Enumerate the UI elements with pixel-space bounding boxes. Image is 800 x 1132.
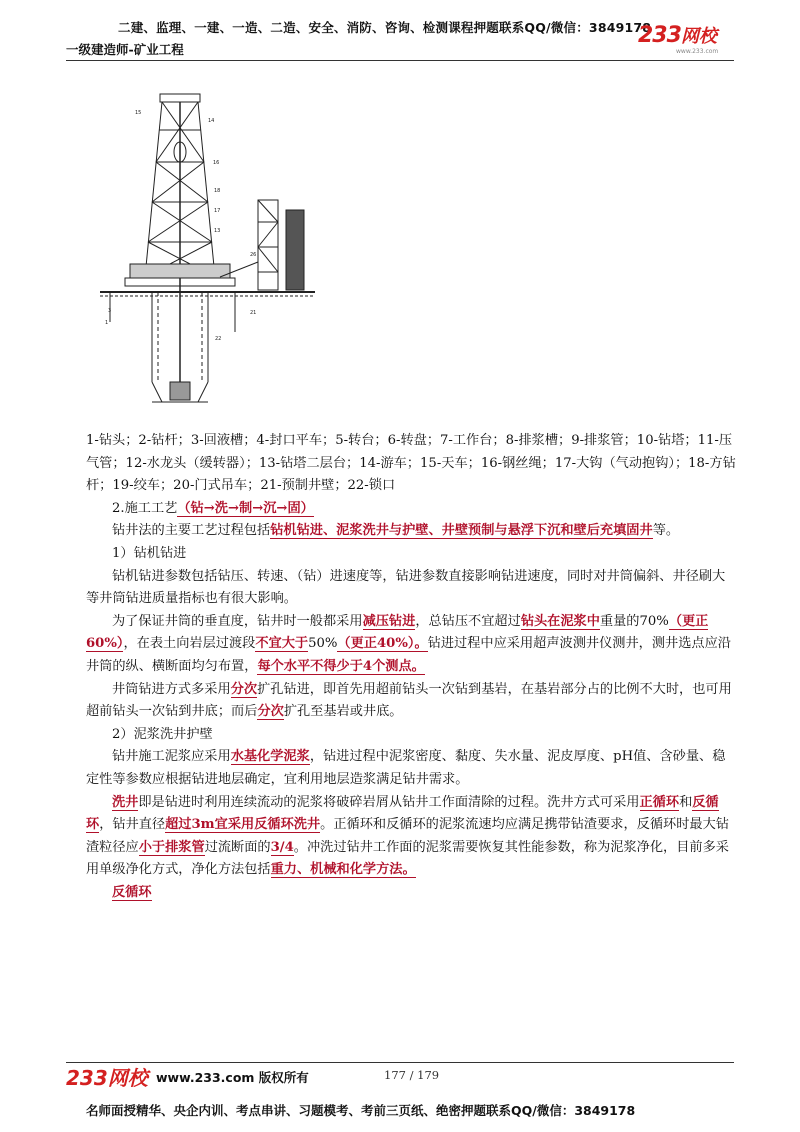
svg-text:26: 26 [250, 252, 257, 258]
footer [66, 1066, 734, 1090]
svg-text:13: 13 [214, 228, 221, 234]
section-heading: 2.施工工艺（钻→洗→制→沉→固） [112, 500, 314, 516]
footer-copyright: www.233.com 版权所有 [156, 1070, 309, 1085]
footer-logo: 233网校 [66, 1066, 148, 1090]
paragraph-flushing: 洗井即是钻进时利用连续流动的泥浆将破碎岩屑从钻井工作面清除的过程。洗井方式可采用正循环和反循环，钻井直径超过3m宜采用反循环洗井。正循环和反循环的泥浆流速均应满足携带钻渣要求，反循环时最大钻渣粒径应小于排浆管过流断面的3/4。冲洗过钻井工作面的泥浆需要恢复其性能参数，称为泥浆净化，目前多采用单级净化方式，净化方法包括重力、机械和化学方法。 [86, 794, 729, 878]
svg-text:14: 14 [208, 118, 215, 124]
paragraph-main-process: 钻井法的主要工艺过程包括钻机钻进、泥浆洗井与护壁、井壁预制与悬浮下沉和壁后充填固井等。 [112, 523, 680, 539]
svg-text:1: 1 [105, 320, 109, 326]
logo-url: www.233.com [676, 48, 719, 55]
document-body [86, 430, 736, 904]
footer-rule [66, 1062, 734, 1063]
svg-text:21: 21 [250, 310, 257, 316]
paragraph-drilling-params: 钻机钻进参数包括钻压、转速、（钻）进速度等，钻进参数直接影响钻进速度，同时对井筒偏斜、井径刷大等井筒钻进质量指标也有很大影响。 [86, 568, 726, 607]
svg-text:18: 18 [214, 188, 221, 194]
drilling-rig-diagram [90, 82, 320, 427]
header-contact-line: 二建、监理、一建、一造、二造、安全、消防、咨询、检测课程押题联系QQ/微信：3849178 [118, 20, 652, 35]
logo-text: 网校 [680, 26, 717, 47]
subheading-reverse-circulation: 反循环 [112, 884, 152, 900]
svg-text:16: 16 [213, 160, 220, 166]
figure-caption: 1-钻头；2-钻杆；3-回液槽；4-封口平车；5-转台；6-转盘；7-工作台；8-排浆槽；9-排浆管；10-钻塔；11-压气管；12-水龙头（缓转器）；13-钻塔二层台；14-游车；15-天车；16-钢丝绳；17-大钩（气动抱钩）；18-方钻杆；19-绞车；20-门式吊车；21-预制井壁；22-锁口 [86, 433, 736, 494]
svg-text:3: 3 [108, 308, 112, 314]
brand-logo [638, 22, 734, 56]
svg-text:22: 22 [215, 336, 222, 342]
svg-text:15: 15 [135, 110, 142, 116]
paragraph-verticality: 为了保证井筒的垂直度，钻井时一般都采用减压钻进，总钻压不宜超过钻头在泥浆中重量的70%（更正60%），在表土向岩层过渡段不宜大于50%（更正40%）。钻进过程中应采用超声波测井仪测井，测井选点应沿井筒的纵、横断面均匀布置，每个水平不得少于4个测点。 [86, 613, 731, 674]
logo-number: 233 [638, 23, 681, 48]
footer-contact-line: 名师面授精华、央企内训、考点串讲、习题模考、考前三页纸、绝密押题联系QQ/微信：3849178 [86, 1103, 636, 1118]
page-number: 177 / 179 [384, 1068, 440, 1082]
subheading-drilling: 1）钻机钻进 [112, 545, 187, 561]
paragraph-mud: 钻井施工泥浆应采用水基化学泥浆，钻进过程中泥浆密度、黏度、失水量、泥皮厚度、pH值、含砂量、稳定性等参数应根据钻进地层确定，宜利用地层造浆满足钻井需求。 [86, 749, 726, 787]
paragraph-reaming: 井筒钻进方式多采用分次扩孔钻进，即首先用超前钻头一次钻到基岩，在基岩部分占的比例不大时，也可用超前钻头一次钻到井底；而后分次扩孔至基岩或井底。 [86, 681, 732, 720]
header-rule [66, 60, 734, 61]
header-subject: 一级建造师-矿业工程 [66, 42, 184, 57]
svg-text:17: 17 [214, 208, 221, 214]
subheading-mud: 2）泥浆洗井护壁 [112, 726, 213, 742]
